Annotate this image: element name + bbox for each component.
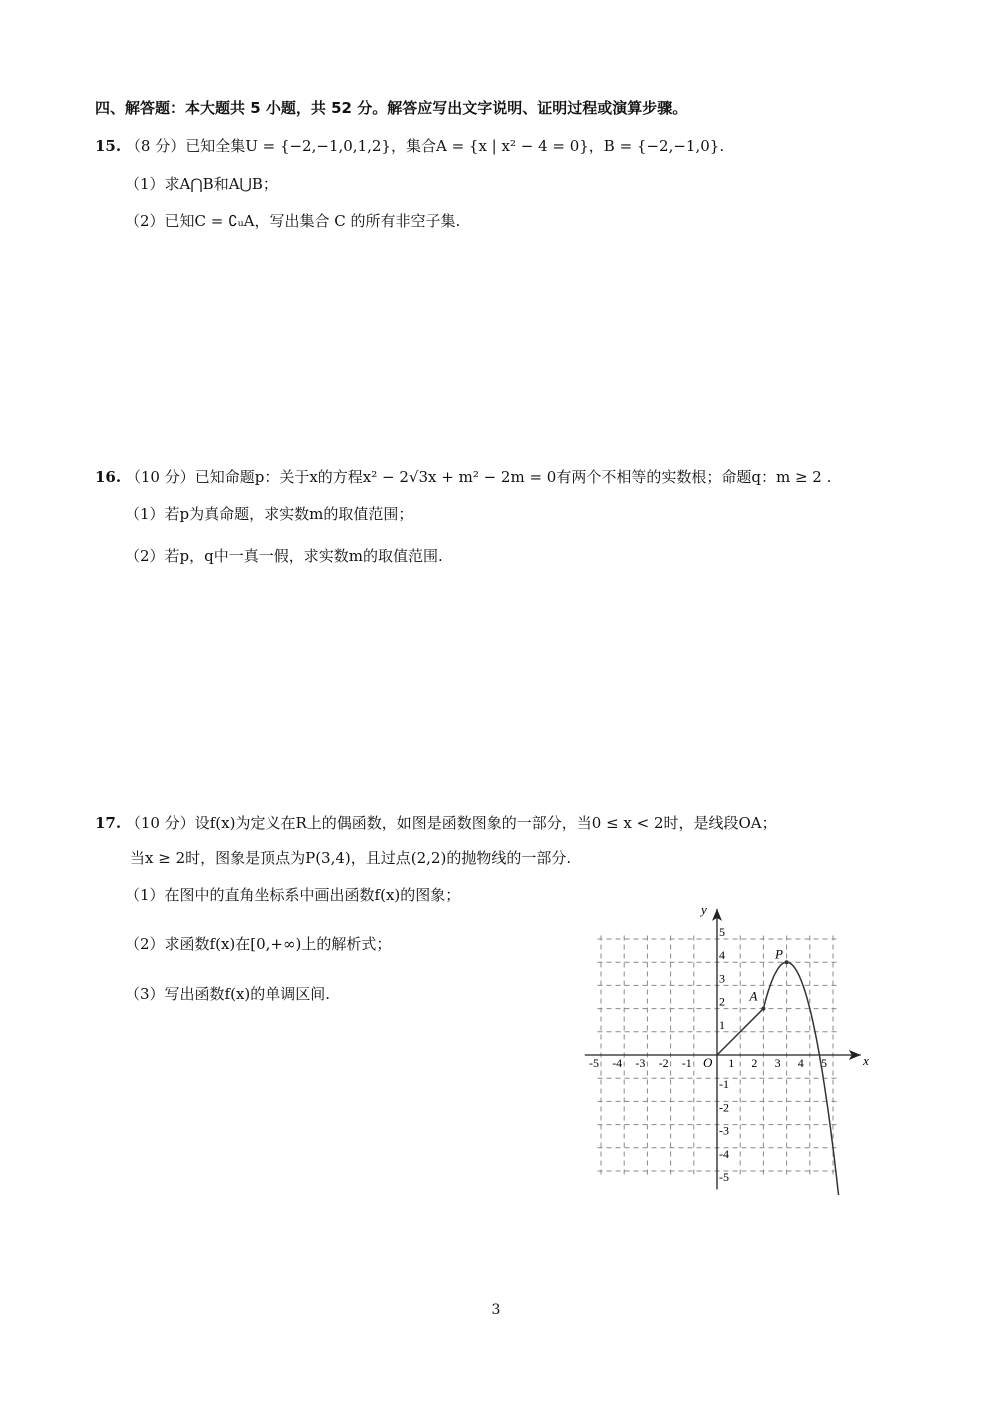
x-tick-label: -5 [589, 1056, 599, 1070]
question-16-number: 16. [95, 468, 122, 486]
y-tick-label: 3 [719, 971, 725, 986]
origin-label: O [703, 1055, 713, 1070]
question-15-part-2: （2）已知C = ∁ᵤA，写出集合 C 的所有非空子集. [125, 212, 461, 230]
coordinate-graph [575, 895, 875, 1195]
y-tick-label: 2 [719, 994, 725, 1009]
y-tick-label: -2 [719, 1100, 729, 1115]
question-17-stem-line-2: 当x ≥ 2时，图象是顶点为P(3,4)，且过点(2,2)的抛物线的一部分. [130, 849, 572, 867]
function-graph-curve [763, 962, 843, 1195]
page-number: 3 [491, 1302, 501, 1318]
x-tick-label: -3 [635, 1056, 646, 1070]
x-tick-label: -4 [612, 1056, 623, 1070]
y-tick-label: 4 [719, 948, 725, 963]
y-tick-label: -3 [719, 1123, 729, 1138]
y-tick-label: -5 [719, 1170, 729, 1184]
question-17-text-1: （10 分）设f(x)为定义在R上的偶函数，如图是函数图象的一部分，当0 ≤ x < 2时，是线段OA； [125, 814, 777, 832]
x-tick-label: -2 [658, 1056, 669, 1070]
question-17-part-2: （2）求函数f(x)在[0,+∞)上的解析式； [125, 935, 392, 953]
x-tick-label: 3 [774, 1056, 781, 1070]
point-P-label: P [775, 946, 783, 962]
section-title: 四、解答题：本大题共 5 小题，共 52 分。解答应写出文字说明、证明过程或演算步骤。 [95, 99, 688, 117]
x-tick-label: 2 [751, 1056, 758, 1070]
question-16-part-2: （2）若p，q中一真一假，求实数m的取值范围. [125, 547, 443, 565]
question-15-number: 15. [95, 137, 122, 155]
y-axis-label: y [701, 901, 707, 917]
y-tick-label: -4 [719, 1146, 729, 1161]
question-17-part-1: （1）在图中的直角坐标系中画出函数f(x)的图象； [125, 886, 461, 904]
question-16-part-1: （1）若p为真命题，求实数m的取值范围； [125, 505, 414, 523]
y-tick-label: -1 [719, 1077, 729, 1092]
point-A-label: A [749, 988, 758, 1004]
y-tick-label: 1 [719, 1017, 725, 1032]
question-15-stem [95, 135, 724, 157]
question-17-part-3: （3）写出函数f(x)的单调区间. [125, 985, 331, 1003]
question-15-part-1: （1）求A⋂B和A⋃B； [125, 175, 278, 193]
question-16-text: （10 分）已知命题p：关于x的方程x² − 2√3x + m² − 2m = 0有两个不相等的实数根；命题q：m ≥ 2 . [125, 468, 832, 486]
y-tick-label: 5 [719, 925, 725, 939]
x-axis-label: x [863, 1053, 869, 1068]
point-A [761, 1007, 765, 1011]
point-P [785, 960, 789, 964]
x-tick-label: 1 [728, 1056, 735, 1070]
question-17-number: 17. [95, 814, 122, 832]
x-tick-label: -1 [681, 1056, 692, 1070]
question-17-stem-line-1 [95, 812, 777, 834]
question-16-stem [95, 466, 831, 488]
question-15-text: （8 分）已知全集U = {−2,−1,0,1,2}，集合A = {x | x² − 4 = 0}，B = {−2,−1,0}. [125, 137, 725, 155]
x-tick-label: 4 [797, 1056, 804, 1070]
x-tick-label: 5 [821, 1056, 827, 1070]
